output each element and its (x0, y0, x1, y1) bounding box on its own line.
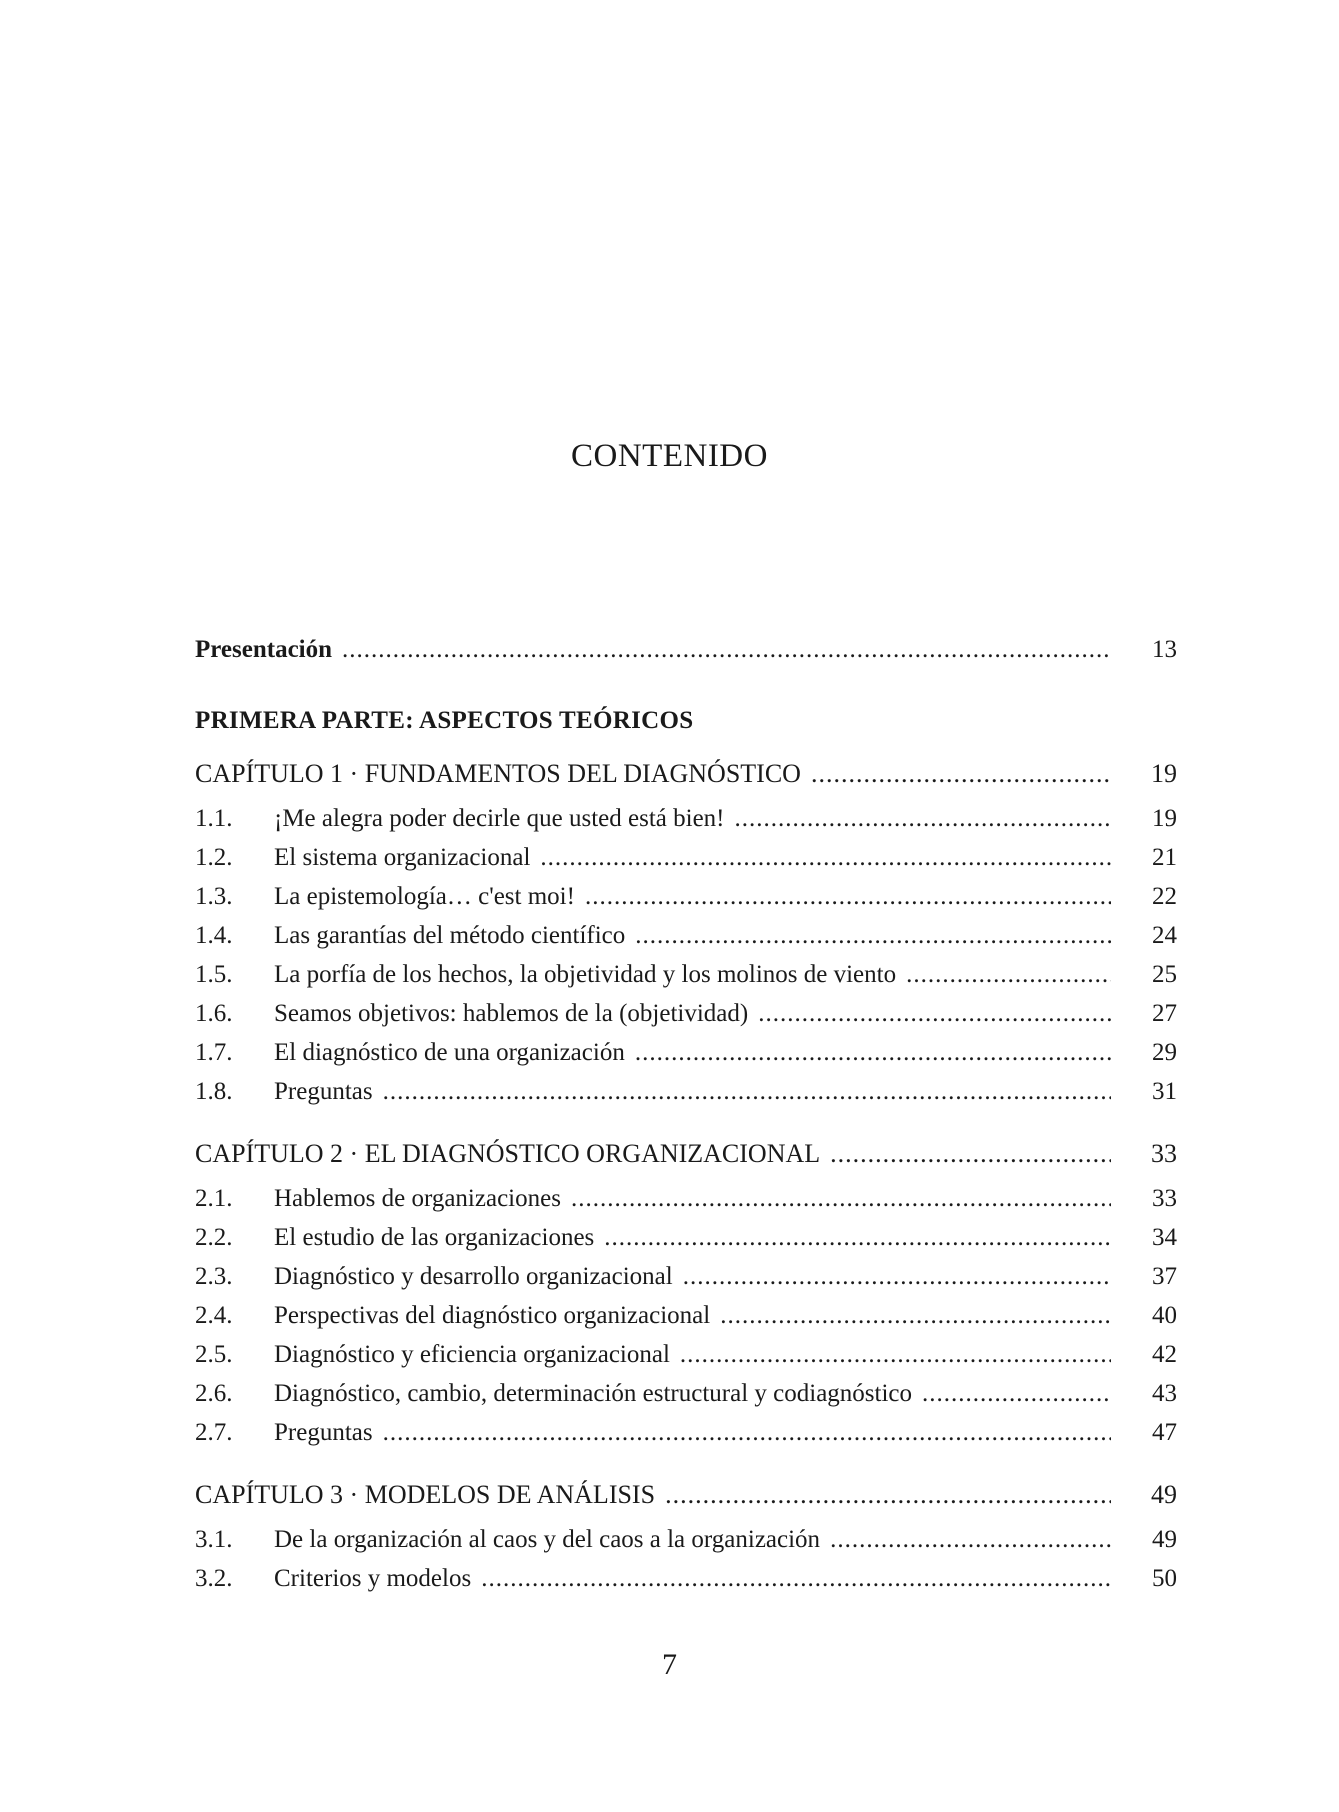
toc-section-entry[interactable] (195, 1335, 1177, 1374)
section-number: 2.4. (195, 1302, 233, 1329)
dot-leader (635, 1033, 1111, 1072)
dot-leader (683, 1257, 1111, 1296)
toc-page-number: 49 (1151, 1480, 1177, 1509)
dot-leader (922, 1374, 1111, 1413)
page-number: 7 (662, 1648, 677, 1681)
section-number: 1.1. (195, 805, 233, 832)
section-number: 1.8. (195, 1078, 233, 1105)
section-number: 2.3. (195, 1263, 233, 1290)
dot-leader (665, 1474, 1111, 1516)
chapter-label: CAPÍTULO 1 · FUNDAMENTOS DEL DIAGNÓSTICO (195, 759, 801, 788)
dot-leader (604, 1218, 1111, 1257)
section-label: Criterios y modelos (274, 1565, 472, 1592)
section-number: 2.7. (195, 1419, 233, 1446)
toc-page-number: 37 (1152, 1263, 1177, 1290)
dot-leader (342, 630, 1111, 669)
toc-section-entry[interactable] (195, 1072, 1177, 1111)
dot-leader (830, 1133, 1111, 1175)
section-label: Hablemos de organizaciones (274, 1185, 561, 1212)
section-number: 1.6. (195, 1000, 233, 1027)
dot-leader (680, 1335, 1111, 1374)
toc-page-number: 40 (1152, 1302, 1177, 1329)
toc-page-number: 49 (1152, 1526, 1177, 1553)
section-number: 2.6. (195, 1380, 233, 1407)
chapter-label: CAPÍTULO 2 · EL DIAGNÓSTICO ORGANIZACIONAL (195, 1139, 821, 1168)
dot-leader (481, 1559, 1111, 1598)
dot-leader (540, 838, 1111, 877)
toc-page-number: 42 (1152, 1341, 1177, 1368)
dot-leader (585, 877, 1111, 916)
dot-leader (758, 994, 1111, 1033)
section-label: Diagnóstico y eficiencia organizacional (274, 1341, 670, 1368)
dot-leader (811, 753, 1111, 795)
section-number: 3.2. (195, 1565, 233, 1592)
dot-leader (735, 799, 1112, 838)
toc-section-entry[interactable] (195, 1413, 1177, 1452)
toc-page-number: 27 (1152, 1000, 1177, 1027)
toc-page-number: 21 (1152, 844, 1177, 871)
section-number: 1.7. (195, 1039, 233, 1066)
section-label: El sistema organizacional (274, 844, 531, 871)
section-number: 1.2. (195, 844, 233, 871)
section-label: ¡Me alegra poder decirle que usted está bien! (274, 805, 725, 832)
toc-section-entry[interactable] (195, 1218, 1177, 1257)
toc-page-number: 25 (1152, 961, 1177, 988)
section-label: Preguntas (274, 1419, 373, 1446)
part-heading: PRIMERA PARTE: ASPECTOS TEÓRICOS (195, 707, 694, 734)
section-number: 1.5. (195, 961, 233, 988)
toc-page-number: 29 (1152, 1039, 1177, 1066)
toc-section-entry[interactable] (195, 1033, 1177, 1072)
chapters-list (195, 753, 1177, 1598)
toc-page-number: 43 (1152, 1380, 1177, 1407)
toc-page-number: 24 (1152, 922, 1177, 949)
section-label: De la organización al caos y del caos a la organización (274, 1526, 821, 1553)
toc-chapter-entry[interactable] (195, 1133, 1177, 1175)
toc-section-entry[interactable] (195, 994, 1177, 1033)
section-label: Seamos objetivos: hablemos de la (objetividad) (274, 1000, 749, 1027)
section-label: El diagnóstico de una organización (274, 1039, 625, 1066)
section-label: Las garantías del método científico (274, 922, 626, 949)
section-label: Diagnóstico y desarrollo organizacional (274, 1263, 673, 1290)
toc-page-number: 13 (1152, 636, 1177, 663)
toc-section-entry[interactable] (195, 1559, 1177, 1598)
section-label: Perspectivas del diagnóstico organizacional (274, 1302, 711, 1329)
toc-page-number: 22 (1152, 883, 1177, 910)
dot-leader (383, 1072, 1111, 1111)
dot-leader (635, 916, 1111, 955)
section-number: 3.1. (195, 1526, 233, 1553)
toc-page-number: 33 (1151, 1139, 1177, 1168)
table-of-contents (195, 630, 1177, 1598)
section-label: Diagnóstico, cambio, determinación estructural y codiagnóstico (274, 1380, 913, 1407)
toc-page-number: 19 (1151, 759, 1177, 788)
chapter-spacer (195, 1452, 1177, 1474)
dot-leader (906, 955, 1111, 994)
section-label: El estudio de las organizaciones (274, 1224, 595, 1251)
toc-page-number: 50 (1152, 1565, 1177, 1592)
dot-leader (720, 1296, 1111, 1335)
chapter-label: CAPÍTULO 3 · MODELOS DE ANÁLISIS (195, 1480, 656, 1509)
toc-section-entry[interactable] (195, 1374, 1177, 1413)
section-number: 2.5. (195, 1341, 233, 1368)
section-label: La porfía de los hechos, la objetividad y los molinos de viento (274, 961, 897, 988)
page-title: CONTENIDO (571, 438, 768, 474)
section-number: 1.3. (195, 883, 233, 910)
toc-section-entry[interactable] (195, 916, 1177, 955)
toc-section-entry[interactable] (195, 838, 1177, 877)
toc-entry-presentation[interactable] (195, 630, 1177, 669)
toc-section-entry[interactable] (195, 877, 1177, 916)
toc-section-entry[interactable] (195, 1179, 1177, 1218)
toc-page-number: 33 (1152, 1185, 1177, 1212)
section-number: 1.4. (195, 922, 233, 949)
toc-section-entry[interactable] (195, 1257, 1177, 1296)
dot-leader (830, 1520, 1111, 1559)
section-label: La epistemología… c'est moi! (274, 883, 575, 910)
dot-leader (571, 1179, 1111, 1218)
chapter-spacer (195, 1111, 1177, 1133)
toc-page-number: 34 (1152, 1224, 1177, 1251)
toc-page-number: 31 (1152, 1078, 1177, 1105)
section-number: 2.1. (195, 1185, 233, 1212)
toc-section-entry[interactable] (195, 955, 1177, 994)
toc-page-number: 47 (1152, 1419, 1177, 1446)
dot-leader (383, 1413, 1111, 1452)
section-number: 2.2. (195, 1224, 233, 1251)
section-label: Preguntas (274, 1078, 373, 1105)
toc-chapter-entry[interactable] (195, 753, 1177, 795)
toc-chapter-entry[interactable] (195, 1474, 1177, 1516)
toc-section-entry[interactable] (195, 799, 1177, 838)
toc-page-number: 19 (1152, 805, 1177, 832)
toc-section-entry[interactable] (195, 1296, 1177, 1335)
toc-entry-label: Presentación (195, 636, 333, 663)
toc-section-entry[interactable] (195, 1520, 1177, 1559)
